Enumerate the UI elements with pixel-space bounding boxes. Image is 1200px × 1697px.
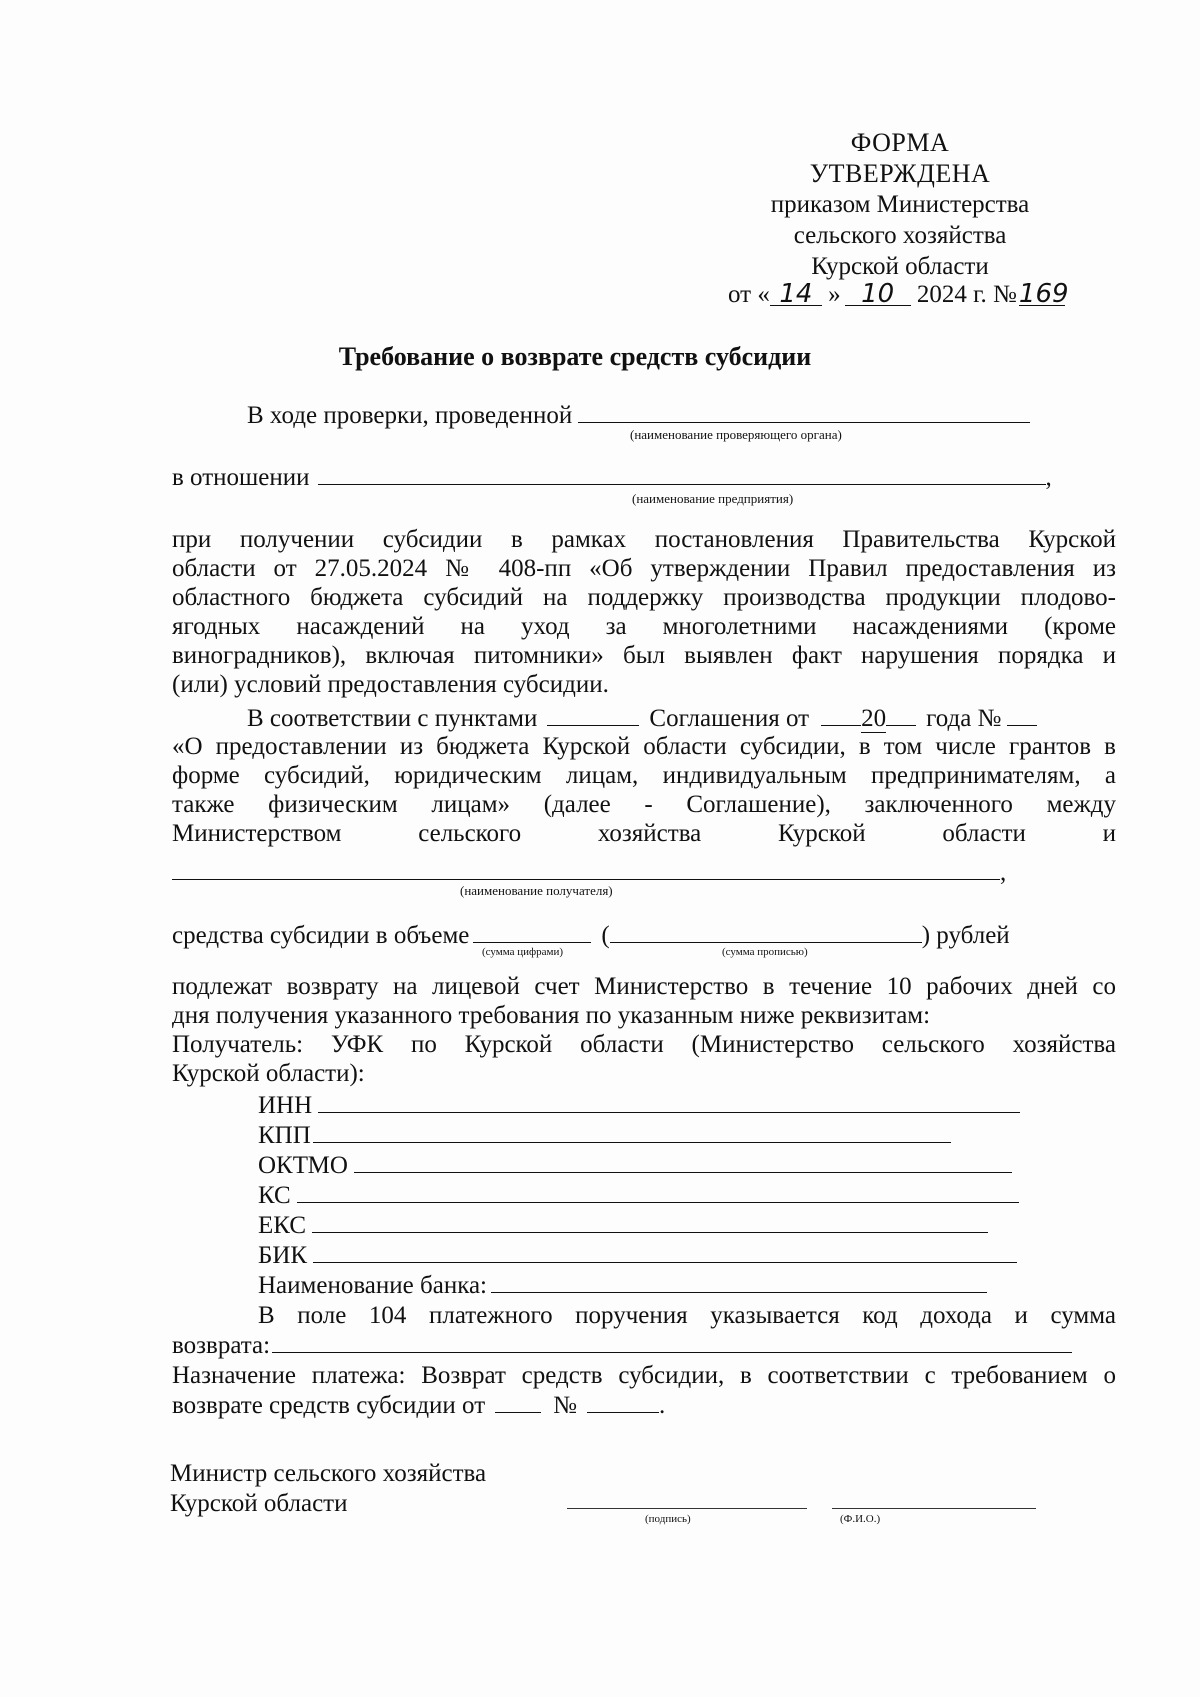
- return-amount-blank[interactable]: [272, 1330, 1072, 1353]
- signatory-title: Министр сельского хозяйства: [170, 1460, 487, 1487]
- agreement-day-blank[interactable]: [821, 703, 861, 726]
- eks-blank[interactable]: [312, 1210, 988, 1233]
- order-month: 10: [845, 283, 911, 306]
- agreement-year-blank[interactable]: [886, 703, 916, 726]
- paragraph-2: «О предоставлении из бюджета Курской области субсидии, в том числе грантов в форме субсидий, юридическим лицам, индивидуальным предпринимателям, а также физическим лицам» (далее - Соглашение), заключенного между Министерством сельского хозяйства Курской области и: [172, 733, 1116, 847]
- region-line: Курской области: [811, 253, 989, 280]
- amount-digits-caption: (сумма цифрами): [482, 946, 564, 958]
- eks-field: ЕКС: [258, 1210, 988, 1240]
- kpp-field: КПП: [258, 1120, 951, 1150]
- ministry-line: сельского хозяйства: [793, 222, 1007, 249]
- regarding-line: в отношении ,: [172, 464, 1052, 491]
- inn-field: ИНН: [258, 1090, 1020, 1120]
- oktmo-blank[interactable]: [354, 1150, 1012, 1173]
- signature-line[interactable]: [567, 1508, 807, 1509]
- paragraph-1: при получении субсидии в рамках постановления Правительства Курской области от 27.05.2024 № 408-пп «Об утверждении Правил предоставления из областного бюджета субсидий на поддержку производства продукции плодово- ягодных насаждений на уход за многолетними насаждениями (кроме виноградников), включая питомники» был выявлен факт нарушения порядка и (или) условий предоставления субсидии.: [172, 526, 1116, 698]
- return-amount-line: возврата:: [172, 1330, 1072, 1360]
- kpp-blank[interactable]: [313, 1120, 951, 1143]
- signature-caption: (подпись): [645, 1513, 691, 1525]
- agreement-line: В соответствии с пунктами Соглашения от 20 года №: [247, 703, 1037, 733]
- inspector-caption: (наименование проверяющего органа): [630, 427, 842, 442]
- order-date-line: от « 14 » 10 2024 г. №169: [728, 279, 1069, 309]
- bik-blank[interactable]: [313, 1240, 1017, 1263]
- bank-name-field: Наименование банка:: [258, 1270, 987, 1300]
- enterprise-blank[interactable]: [318, 462, 1046, 485]
- ks-blank[interactable]: [297, 1180, 1019, 1203]
- agreement-number-blank[interactable]: [1007, 703, 1037, 726]
- signatory-region: Курской области: [170, 1490, 348, 1517]
- points-blank[interactable]: [547, 703, 639, 726]
- approved-label: УТВЕРЖДЕНА: [809, 159, 991, 188]
- field-104-line: В поле 104 платежного поручения указывается код дохода и сумма: [258, 1302, 1116, 1329]
- document-title: Требование о возврате средств субсидии: [338, 342, 812, 371]
- payment-purpose-line: Назначение платежа: Возврат средств субсидии, в соответствии с требованием о: [172, 1362, 1116, 1389]
- order-number: 169: [1018, 279, 1069, 309]
- bank-name-blank[interactable]: [491, 1270, 987, 1293]
- amount-digits-blank[interactable]: [473, 920, 591, 943]
- recipient-caption: (наименование получателя): [460, 883, 613, 898]
- name-caption: (Ф.И.О.): [840, 1513, 881, 1525]
- amount-line: средства субсидии в объеме ( ) рублей: [172, 922, 1010, 949]
- approval-block: [700, 127, 1100, 282]
- inn-blank[interactable]: [318, 1090, 1020, 1113]
- form-label: ФОРМА: [850, 128, 950, 157]
- bik-field: БИК: [258, 1240, 1017, 1270]
- inspector-blank[interactable]: [578, 400, 1030, 423]
- recipient-line: ,: [172, 857, 1006, 887]
- amount-words-blank[interactable]: [610, 920, 922, 943]
- enterprise-caption: (наименование предприятия): [632, 491, 794, 506]
- amount-words-caption: (сумма прописью): [722, 946, 808, 958]
- paragraph-3: подлежат возврату на лицевой счет Министерство в течение 10 рабочих дней со дня получения указанного требования по указанным ниже реквизитам: Получатель: УФК по Курской области (Министерство сельского хозяйства Курской области):: [172, 973, 1116, 1087]
- name-line[interactable]: [832, 1508, 1036, 1509]
- payment-purpose-line-2: возврате средств субсидии от № .: [172, 1392, 666, 1419]
- oktmo-field: ОКТМО: [258, 1150, 1012, 1180]
- request-date-blank[interactable]: [495, 1390, 541, 1413]
- ks-field: КС: [258, 1180, 1019, 1210]
- approved-by-line: приказом Министерства: [770, 191, 1030, 218]
- recipient-blank[interactable]: [172, 857, 1000, 880]
- request-number-blank[interactable]: [587, 1390, 659, 1413]
- inspection-line: В ходе проверки, проведенной: [247, 400, 1030, 430]
- order-day: 14: [770, 283, 822, 306]
